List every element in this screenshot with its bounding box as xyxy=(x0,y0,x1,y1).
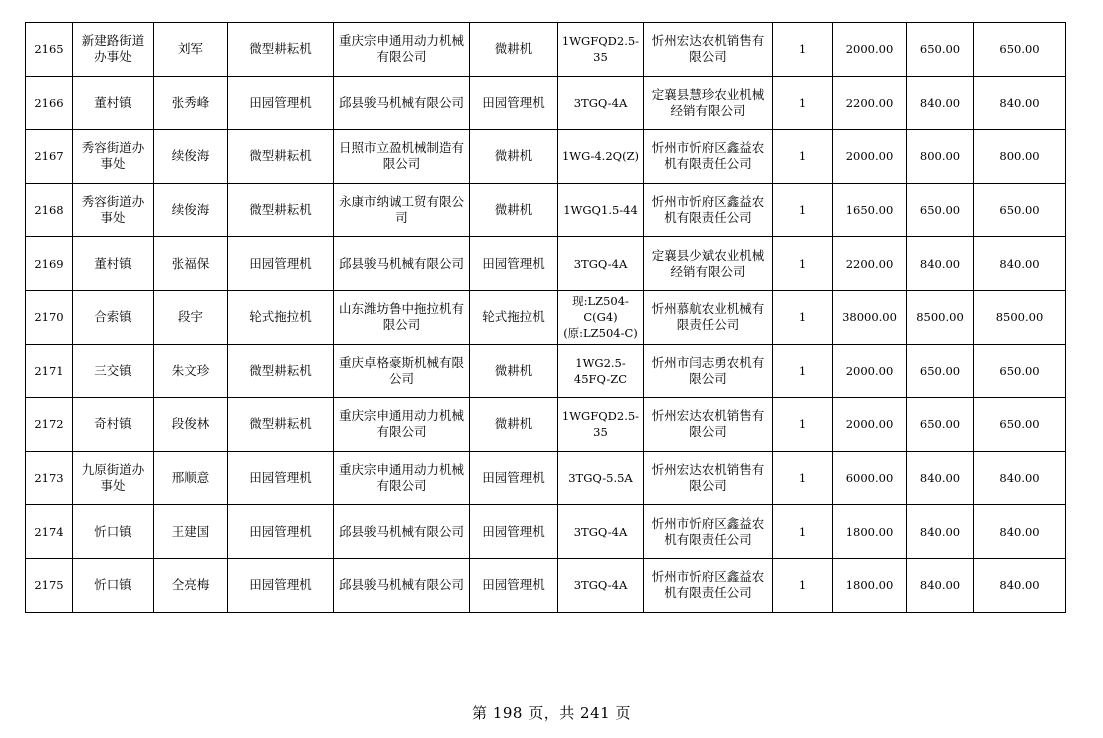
cell-no: 2165 xyxy=(26,23,73,77)
cell-no: 2172 xyxy=(26,398,73,452)
cell-model: 1WGFQD2.5-35 xyxy=(558,23,644,77)
cell-qty: 1 xyxy=(773,183,833,237)
footer-mid: 页，共 xyxy=(528,704,575,722)
cell-qty: 1 xyxy=(773,23,833,77)
cell-town: 合索镇 xyxy=(73,290,154,344)
cell-price: 2200.00 xyxy=(833,76,907,130)
cell-qty: 1 xyxy=(773,344,833,398)
cell-subsidy: 840.00 xyxy=(907,558,974,612)
cell-price: 2200.00 xyxy=(833,237,907,291)
footer-prefix: 第 xyxy=(472,704,488,722)
cell-category: 田园管理机 xyxy=(228,558,334,612)
cell-qty: 1 xyxy=(773,130,833,184)
cell-dealer: 忻州市忻府区鑫益农机有限责任公司 xyxy=(644,505,773,559)
cell-subsidy: 840.00 xyxy=(907,76,974,130)
cell-maker: 重庆宗申通用动力机械有限公司 xyxy=(334,23,470,77)
cell-model: 1WG2.5-45FQ-ZC xyxy=(558,344,644,398)
cell-type: 微耕机 xyxy=(470,130,558,184)
cell-total: 800.00 xyxy=(974,130,1066,184)
cell-name: 段宇 xyxy=(154,290,228,344)
cell-category: 田园管理机 xyxy=(228,505,334,559)
cell-subsidy: 650.00 xyxy=(907,183,974,237)
cell-model: 3TGQ-4A xyxy=(558,76,644,130)
cell-no: 2169 xyxy=(26,237,73,291)
table-row xyxy=(26,398,1066,452)
cell-subsidy: 840.00 xyxy=(907,505,974,559)
cell-subsidy: 650.00 xyxy=(907,23,974,77)
cell-town: 九原街道办事处 xyxy=(73,451,154,505)
cell-subsidy: 8500.00 xyxy=(907,290,974,344)
cell-no: 2168 xyxy=(26,183,73,237)
cell-name: 刘军 xyxy=(154,23,228,77)
cell-town: 秀容街道办事处 xyxy=(73,130,154,184)
cell-dealer: 忻州市忻府区鑫益农机有限责任公司 xyxy=(644,558,773,612)
cell-no: 2167 xyxy=(26,130,73,184)
footer-suffix: 页 xyxy=(615,704,631,722)
cell-dealer: 忻州宏达农机销售有限公司 xyxy=(644,23,773,77)
cell-price: 1800.00 xyxy=(833,505,907,559)
cell-category: 微型耕耘机 xyxy=(228,183,334,237)
cell-type: 轮式拖拉机 xyxy=(470,290,558,344)
cell-no: 2174 xyxy=(26,505,73,559)
cell-category: 田园管理机 xyxy=(228,237,334,291)
cell-qty: 1 xyxy=(773,237,833,291)
cell-price: 2000.00 xyxy=(833,344,907,398)
cell-qty: 1 xyxy=(773,558,833,612)
cell-model: 1WGQ1.5-44 xyxy=(558,183,644,237)
cell-no: 2170 xyxy=(26,290,73,344)
table-row xyxy=(26,505,1066,559)
cell-maker: 日照市立盈机械制造有限公司 xyxy=(334,130,470,184)
cell-maker: 邱县骏马机械有限公司 xyxy=(334,237,470,291)
cell-total: 650.00 xyxy=(974,344,1066,398)
table-row xyxy=(26,344,1066,398)
cell-dealer: 忻州宏达农机销售有限公司 xyxy=(644,398,773,452)
cell-maker: 邱县骏马机械有限公司 xyxy=(334,558,470,612)
cell-town: 三交镇 xyxy=(73,344,154,398)
cell-name: 段俊林 xyxy=(154,398,228,452)
table-row xyxy=(26,290,1066,344)
cell-model: 3TGQ-5.5A xyxy=(558,451,644,505)
cell-type: 田园管理机 xyxy=(470,237,558,291)
cell-name: 续俊海 xyxy=(154,183,228,237)
cell-town: 新建路街道办事处 xyxy=(73,23,154,77)
cell-name: 续俊海 xyxy=(154,130,228,184)
table-row xyxy=(26,183,1066,237)
cell-type: 田园管理机 xyxy=(470,505,558,559)
table-row xyxy=(26,23,1066,77)
footer-total-pages: 241 xyxy=(580,704,611,722)
table-row xyxy=(26,237,1066,291)
cell-price: 1650.00 xyxy=(833,183,907,237)
cell-type: 微耕机 xyxy=(470,183,558,237)
cell-subsidy: 800.00 xyxy=(907,130,974,184)
cell-town: 董村镇 xyxy=(73,237,154,291)
cell-price: 38000.00 xyxy=(833,290,907,344)
cell-maker: 重庆卓格豪斯机械有限公司 xyxy=(334,344,470,398)
cell-no: 2173 xyxy=(26,451,73,505)
table-row xyxy=(26,130,1066,184)
cell-model: 1WGFQD2.5-35 xyxy=(558,398,644,452)
cell-type: 田园管理机 xyxy=(470,76,558,130)
cell-category: 微型耕耘机 xyxy=(228,398,334,452)
cell-name: 朱文珍 xyxy=(154,344,228,398)
cell-total: 8500.00 xyxy=(974,290,1066,344)
cell-model: 3TGQ-4A xyxy=(558,558,644,612)
cell-category: 田园管理机 xyxy=(228,76,334,130)
table-row xyxy=(26,451,1066,505)
cell-price: 2000.00 xyxy=(833,23,907,77)
cell-model: 3TGQ-4A xyxy=(558,237,644,291)
cell-total: 650.00 xyxy=(974,23,1066,77)
cell-name: 张福保 xyxy=(154,237,228,291)
cell-type: 微耕机 xyxy=(470,398,558,452)
cell-name: 张秀峰 xyxy=(154,76,228,130)
cell-price: 6000.00 xyxy=(833,451,907,505)
cell-maker: 重庆宗申通用动力机械有限公司 xyxy=(334,398,470,452)
page-footer xyxy=(0,702,1103,723)
cell-no: 2175 xyxy=(26,558,73,612)
cell-category: 微型耕耘机 xyxy=(228,23,334,77)
cell-dealer: 忻州市忻府区鑫益农机有限责任公司 xyxy=(644,183,773,237)
cell-total: 840.00 xyxy=(974,505,1066,559)
cell-total: 650.00 xyxy=(974,183,1066,237)
cell-qty: 1 xyxy=(773,290,833,344)
cell-maker: 重庆宗申通用动力机械有限公司 xyxy=(334,451,470,505)
cell-type: 微耕机 xyxy=(470,23,558,77)
cell-no: 2166 xyxy=(26,76,73,130)
cell-dealer: 定襄县慧珍农业机械经销有限公司 xyxy=(644,76,773,130)
cell-qty: 1 xyxy=(773,76,833,130)
cell-dealer: 忻州慕航农业机械有限责任公司 xyxy=(644,290,773,344)
cell-category: 田园管理机 xyxy=(228,451,334,505)
cell-maker: 邱县骏马机械有限公司 xyxy=(334,505,470,559)
cell-total: 840.00 xyxy=(974,451,1066,505)
cell-category: 微型耕耘机 xyxy=(228,130,334,184)
cell-model: 1WG-4.2Q(Z) xyxy=(558,130,644,184)
cell-qty: 1 xyxy=(773,505,833,559)
cell-subsidy: 840.00 xyxy=(907,237,974,291)
cell-subsidy: 650.00 xyxy=(907,344,974,398)
cell-total: 840.00 xyxy=(974,237,1066,291)
cell-total: 650.00 xyxy=(974,398,1066,452)
cell-name: 仝亮梅 xyxy=(154,558,228,612)
cell-town: 董村镇 xyxy=(73,76,154,130)
cell-name: 邢顺意 xyxy=(154,451,228,505)
cell-town: 秀容街道办事处 xyxy=(73,183,154,237)
cell-name: 王建国 xyxy=(154,505,228,559)
cell-type: 微耕机 xyxy=(470,344,558,398)
cell-total: 840.00 xyxy=(974,558,1066,612)
cell-subsidy: 840.00 xyxy=(907,451,974,505)
cell-dealer: 忻州市闫志勇农机有限公司 xyxy=(644,344,773,398)
cell-price: 1800.00 xyxy=(833,558,907,612)
cell-no: 2171 xyxy=(26,344,73,398)
cell-type: 田园管理机 xyxy=(470,558,558,612)
cell-dealer: 忻州宏达农机销售有限公司 xyxy=(644,451,773,505)
cell-town: 奇村镇 xyxy=(73,398,154,452)
cell-category: 微型耕耘机 xyxy=(228,344,334,398)
cell-subsidy: 650.00 xyxy=(907,398,974,452)
cell-maker: 山东潍坊鲁中拖拉机有限公司 xyxy=(334,290,470,344)
cell-model: 3TGQ-4A xyxy=(558,505,644,559)
cell-total: 840.00 xyxy=(974,76,1066,130)
cell-price: 2000.00 xyxy=(833,130,907,184)
cell-town: 忻口镇 xyxy=(73,558,154,612)
cell-qty: 1 xyxy=(773,398,833,452)
table-row xyxy=(26,558,1066,612)
cell-type: 田园管理机 xyxy=(470,451,558,505)
table-row xyxy=(26,76,1066,130)
cell-model: 现:LZ504-C(G4)(原:LZ504-C) xyxy=(558,290,644,344)
subsidy-table xyxy=(25,22,1066,613)
cell-qty: 1 xyxy=(773,451,833,505)
cell-maker: 永康市纳诚工贸有限公司 xyxy=(334,183,470,237)
cell-category: 轮式拖拉机 xyxy=(228,290,334,344)
cell-town: 忻口镇 xyxy=(73,505,154,559)
cell-dealer: 定襄县少斌农业机械经销有限公司 xyxy=(644,237,773,291)
footer-page-number: 198 xyxy=(492,704,523,722)
cell-price: 2000.00 xyxy=(833,398,907,452)
cell-dealer: 忻州市忻府区鑫益农机有限责任公司 xyxy=(644,130,773,184)
cell-maker: 邱县骏马机械有限公司 xyxy=(334,76,470,130)
